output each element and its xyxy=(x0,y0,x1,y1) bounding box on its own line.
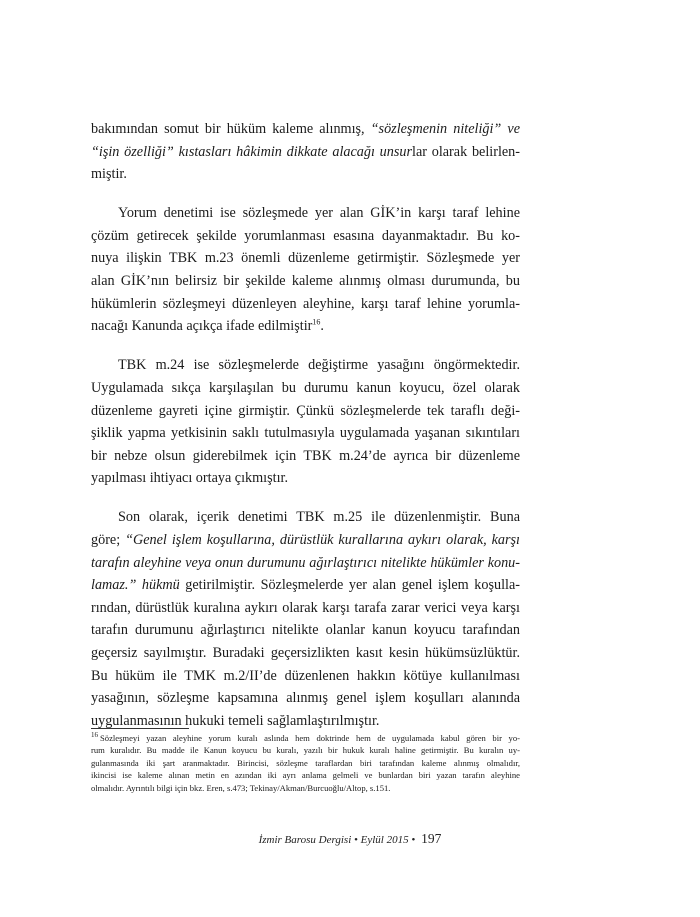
footnote-line: rum kuralıdır. Bu madde ile Kanun koyucu bu kuralı, yazılı bir hukuk kuralı haline getirmiştir. Bu kuralın uy- xyxy=(91,745,520,756)
text-segment: geçersiz sayılmıştır. Buradaki geçersizlikten kasıt kesin hükümsüzlüktür. xyxy=(91,644,520,661)
text-segment: düzenleme gayreti içine girmiştir. Çünkü sözleşmelerde tek taraflı deği- xyxy=(91,402,520,419)
text-segment: nuya ilişkin TBK m.23 önemli düzenleme getirmiştir. Sözleşmede yer xyxy=(91,250,520,267)
text-line xyxy=(91,270,520,293)
italic-text: “sözleşmenin niteliği” ve xyxy=(370,121,520,137)
text-line xyxy=(91,141,520,164)
footnote-line xyxy=(91,732,520,744)
text-segment: hükümlerin sözleşmeyi düzenleyen aleyhine, karşı taraf lehine yorumla- xyxy=(91,295,520,312)
text-segment: miştir. xyxy=(91,166,127,183)
paragraph xyxy=(91,118,520,186)
italic-text: tarafın aleyhine veya onun durumunu ağırlaştırıcı nitelikte hükümler konu- xyxy=(91,554,520,571)
text-segment: . xyxy=(320,318,324,335)
text-line xyxy=(91,687,520,710)
text-segment: getirilmiştir. Sözleşmelerde yer alan genel işlem koşulla- xyxy=(179,577,520,594)
text-line xyxy=(91,552,520,575)
page-number: 197 xyxy=(421,831,442,846)
footnote-separator xyxy=(91,728,189,729)
text-segment: nacağı Kanunda açıkça ifade edilmiştir xyxy=(91,318,313,335)
text-segment: çözüm getirecek şekilde yorumlanması esasına dayanmaktadır. Bu ko- xyxy=(91,227,520,244)
text-line xyxy=(91,642,520,665)
italic-text: “işin özelliği” kıstasları hâkimin dikkate alacağı unsur xyxy=(91,143,412,160)
running-footer xyxy=(0,831,700,847)
text-segment: Uygulamada sıkça karşılaşılan bu durumu kanun koyucu, özel olarak xyxy=(91,379,520,396)
text-line xyxy=(91,354,520,377)
text-line xyxy=(91,597,520,620)
text-segment: Yorum denetimi ise sözleşmede yer alan GİK’in karşı taraf lehine xyxy=(118,205,520,222)
journal-title: İzmir Barosu Dergisi • Eylül 2015 • xyxy=(258,834,416,846)
text-line xyxy=(91,163,520,186)
text-segment: yapılması ihtiyacı ortaya çıkmıştır. xyxy=(91,470,289,487)
text-segment: göre; xyxy=(91,532,126,548)
text-line xyxy=(91,400,520,423)
text-line xyxy=(91,225,520,248)
text-line xyxy=(91,445,520,468)
text-segment: lar olarak belirlen- xyxy=(412,143,520,160)
footnote-line: olmalıdır. Ayrıntılı bilgi için bkz. Eren, s.473; Tekinay/Akman/Burcuoğlu/Altop, s.151. xyxy=(91,782,391,793)
text-line xyxy=(91,574,520,597)
text-line xyxy=(91,315,520,338)
text-line xyxy=(91,529,520,552)
text-line xyxy=(91,247,520,270)
text-segment: Bu hüküm ile TMK m.2/II’de düzenlenen hakkın kötüye kullanılması xyxy=(91,667,520,684)
text-line xyxy=(91,422,520,445)
text-segment: TBK m.24 ise sözleşmelerde değiştirme yasağını öngörmektedir. xyxy=(118,357,520,374)
paragraph xyxy=(91,202,520,338)
text-segment: alan GİK’nın belirsiz bir şekilde kaleme alınmış olması durumunda, bu xyxy=(91,273,520,290)
text-segment: tarafın durumunu ağırlaştırıcı nitelikte olanlar kanun koyucu tarafından xyxy=(91,622,520,639)
text-line xyxy=(91,665,520,688)
paragraph xyxy=(91,506,520,732)
text-segment: yasağının, sözleşme kapsamına alınmış genel işlem koşulları alanında xyxy=(91,690,520,707)
text-segment: rından, dürüstlük kuralına aykırı olarak karşı tarafa zarar verici veya karşı xyxy=(91,599,520,616)
text-line xyxy=(91,467,520,490)
text-segment: bakımından somut bir hüküm kaleme alınmış, xyxy=(91,121,371,137)
footnote xyxy=(91,732,520,794)
footnote-number: 16 xyxy=(91,731,98,740)
text-line xyxy=(91,118,520,141)
text-segment: şiklik yapma yetkisinin saklı tutulmasıyla uygulamada yaşanan sıkıntıları xyxy=(91,425,520,442)
footnote-line: gulanmasında iki şart aranmaktadır. Birincisi, sözleşme taraflardan biri tarafından kaleme alınmış olmalıdır, xyxy=(91,757,520,768)
footnote-line: ikincisi ise kaleme alınan metin en azından iki ayrı anlama gelmeli ve bunlardan biri yazan tarafın aleyhine xyxy=(91,770,520,781)
text-line xyxy=(91,377,520,400)
text-line xyxy=(91,202,520,225)
text-segment: bir nebze olsun giderebilmek için TBK m.24’de ayrıca bir düzenleme xyxy=(91,447,520,464)
text-segment: Son olarak, içerik denetimi TBK m.25 ile düzenlenmiştir. Buna xyxy=(118,509,520,526)
text-line xyxy=(91,293,520,316)
italic-text: “Genel işlem koşullarına, dürüstlük kurallarına aykırı olarak, karşı xyxy=(125,532,520,548)
text-segment: uygulanmasının hukuki temeli sağlamlaştırılmıştır. xyxy=(91,712,380,729)
footnote-text: Sözleşmeyi yazan aleyhine yorum kuralı aslında hem doktrinde hem de uygulamada kabul gören bir yo- xyxy=(100,733,520,743)
text-line xyxy=(91,506,520,529)
italic-text: lamaz.” hükmü xyxy=(91,577,180,594)
text-line xyxy=(91,619,520,642)
body-text xyxy=(91,118,520,749)
footnote-ref: 16 xyxy=(312,317,321,327)
paragraph xyxy=(91,354,520,490)
